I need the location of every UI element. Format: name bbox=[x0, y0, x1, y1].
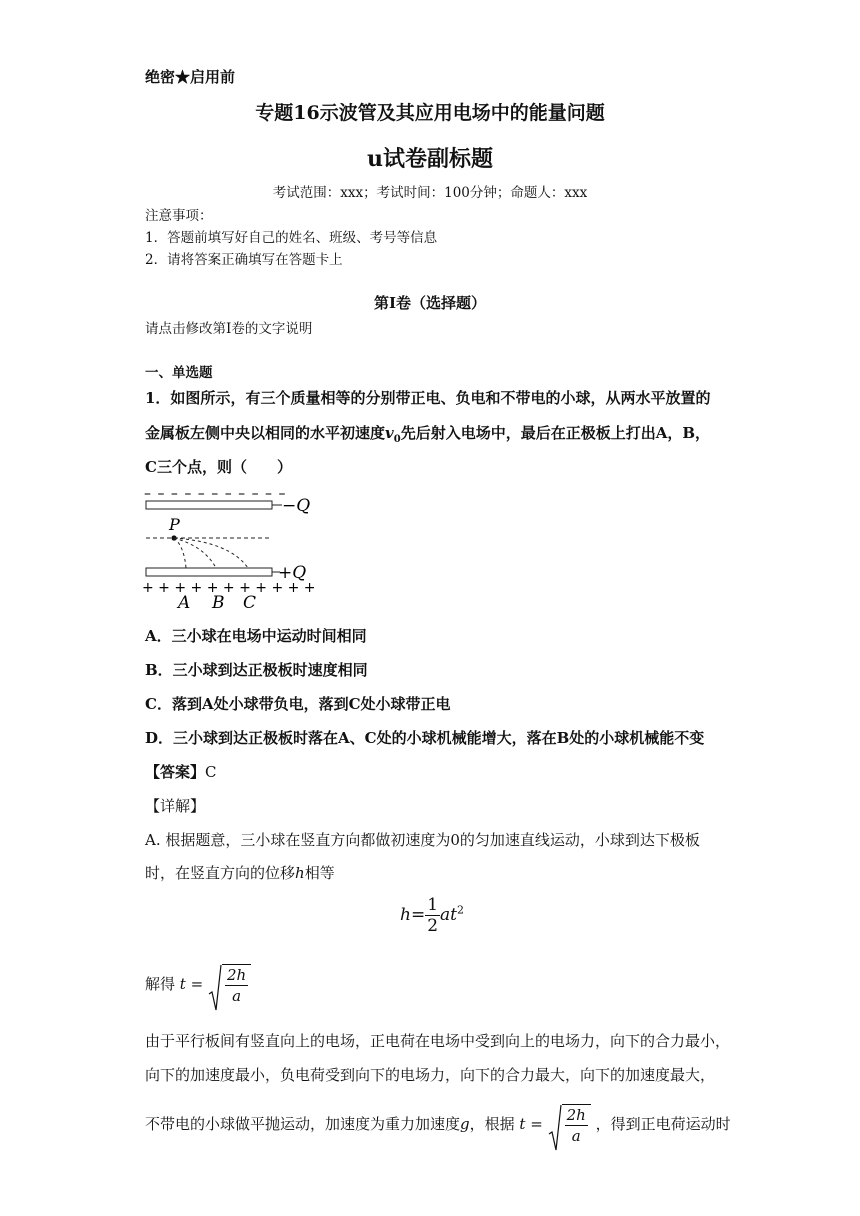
detail-label: 【详解】 bbox=[145, 797, 206, 815]
answer-line bbox=[145, 761, 217, 782]
formula-fraction bbox=[425, 895, 440, 936]
exam-info: 考试范围：xxx；考试时间：100分钟；命题人：xxx bbox=[272, 185, 588, 201]
gravity-symbol: g bbox=[460, 1115, 470, 1133]
part-heading: 一、单选题 bbox=[145, 365, 213, 381]
positive-signs: + + + + + + + + + + + bbox=[142, 580, 316, 596]
option-c: C．落到A处小球带负电，落到C处小球带正电 bbox=[145, 695, 451, 713]
height-symbol: h bbox=[295, 864, 305, 882]
explanation-text: ，得到正电荷运动时 bbox=[595, 1115, 731, 1133]
negative-charge-label: −Q bbox=[282, 496, 311, 516]
section-title: 第I卷（选择题） bbox=[373, 294, 487, 312]
sqrt-fraction bbox=[225, 965, 248, 1006]
trajectory-b bbox=[174, 538, 216, 568]
radical-sign bbox=[208, 964, 222, 1012]
note-item: 2．请将答案正确填写在答题卡上 bbox=[145, 252, 343, 268]
sqrt-fraction bbox=[565, 1105, 588, 1146]
sqrt-content bbox=[222, 964, 251, 1006]
answer-label: 【答案】 bbox=[145, 763, 206, 781]
explanation-line bbox=[145, 1104, 731, 1146]
sqrt-denominator: a bbox=[232, 987, 242, 1005]
positive-charge-label: +Q bbox=[278, 563, 307, 583]
explanation-text: 相等 bbox=[304, 864, 335, 882]
sqrt-numerator: 2h bbox=[226, 966, 247, 984]
negative-signs: – – – – – – – – – – – bbox=[144, 486, 287, 502]
sqrt-content bbox=[562, 1104, 591, 1146]
question-text: 先后射入电场中，最后在正极板上打出A，B， bbox=[400, 424, 711, 442]
label-a: A bbox=[178, 593, 191, 613]
formula-displacement bbox=[400, 895, 464, 936]
formula-exponent: 2 bbox=[457, 903, 464, 917]
explanation-line bbox=[145, 862, 335, 883]
secret-label: 绝密★启用前 bbox=[145, 68, 236, 86]
section-description: 请点击修改第I卷的文字说明 bbox=[145, 321, 313, 337]
explanation-line: 向下的加速度最小，负电荷受到向下的电场力，向下的合力最大，向下的加速度最大， bbox=[145, 1066, 716, 1084]
question-line: C三个点，则（ ） bbox=[145, 458, 292, 476]
label-b: B bbox=[212, 593, 225, 613]
answer-value: C bbox=[205, 763, 217, 781]
formula-lhs: t = bbox=[179, 975, 204, 993]
formula-lhs: t = bbox=[519, 1115, 543, 1133]
point-label: P bbox=[169, 515, 180, 534]
formula-rhs: at bbox=[440, 905, 457, 925]
formula-denominator: 2 bbox=[427, 916, 439, 936]
solve-label: 解得 bbox=[145, 975, 176, 993]
explanation-line: 由于平行板间有竖直向上的电场，正电荷在电场中受到向上的电场力，向下的合力最小， bbox=[145, 1032, 731, 1050]
label-c: C bbox=[243, 593, 257, 613]
positive-plate bbox=[146, 568, 272, 576]
explanation-text: ，根据 bbox=[469, 1115, 515, 1133]
document-subtitle: u试卷副标题 bbox=[367, 146, 493, 172]
sqrt-denominator: a bbox=[571, 1127, 581, 1145]
velocity-symbol: v bbox=[385, 424, 394, 442]
explanation-text: 不带电的小球做平抛运动，加速度为重力加速度 bbox=[145, 1115, 461, 1133]
negative-plate bbox=[146, 501, 272, 509]
sqrt-expression bbox=[208, 964, 251, 1006]
note-item: 1．答题前填写好自己的姓名、班级、考号等信息 bbox=[145, 230, 438, 246]
notes-heading: 注意事项： bbox=[145, 208, 213, 224]
radical-sign bbox=[548, 1104, 562, 1152]
trajectory-a bbox=[174, 538, 186, 568]
option-a: A．三小球在电场中运动时间相同 bbox=[145, 627, 367, 645]
capacitor-figure bbox=[140, 484, 320, 614]
explanation-line: A. 根据题意，三小球在竖直方向都做初速度为0的匀加速直线运动，小球到达下极板 bbox=[145, 831, 700, 849]
velocity-subscript: 0 bbox=[393, 434, 401, 445]
sqrt-numerator: 2h bbox=[566, 1106, 586, 1124]
option-d: D．三小球到达正极板时落在A、C处的小球机械能增大，落在B处的小球机械能不变 bbox=[145, 729, 705, 747]
formula-lhs: h= bbox=[400, 905, 426, 925]
document-title: 专题16示波管及其应用电场中的能量问题 bbox=[255, 102, 605, 124]
question-text: 金属板左侧中央以相同的水平初速度 bbox=[145, 424, 386, 442]
question-line: 1．如图所示，有三个质量相等的分别带正电、负电和不带电的小球，从两水平放置的 bbox=[145, 389, 711, 407]
sqrt-expression bbox=[548, 1104, 591, 1146]
trajectory-c bbox=[174, 538, 248, 568]
solution-line bbox=[145, 964, 251, 1006]
question-line bbox=[145, 422, 710, 445]
explanation-text: 时，在竖直方向的位移 bbox=[145, 864, 296, 882]
formula-numerator: 1 bbox=[427, 895, 439, 915]
option-b: B．三小球到达正极板时速度相同 bbox=[145, 661, 368, 679]
